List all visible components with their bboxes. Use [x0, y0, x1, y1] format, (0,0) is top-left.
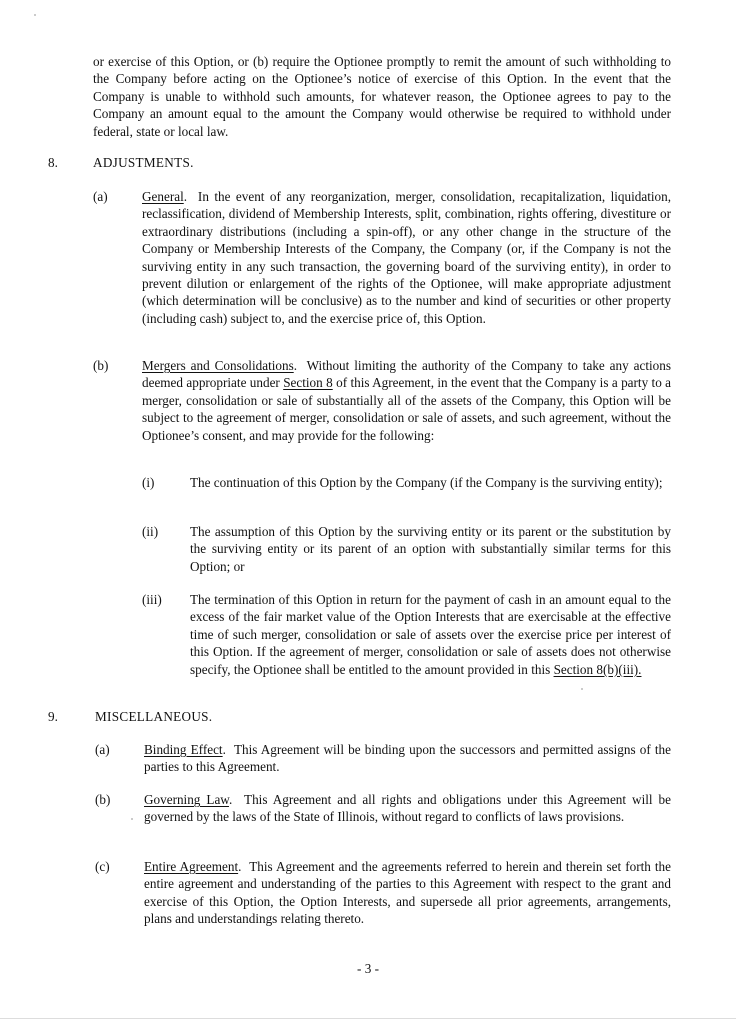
scan-speck — [34, 14, 36, 16]
section-9-heading: MISCELLANEOUS. — [95, 709, 213, 724]
section-9-number: 9. — [48, 709, 58, 724]
section-8a-title: General — [142, 189, 184, 204]
section-8biii-reference: Section 8(b)(iii). — [553, 661, 642, 677]
section-8-reference: Section 8 — [283, 375, 333, 391]
section-8a-label: (a) — [93, 189, 108, 204]
section-8b-iii-paragraph — [190, 591, 671, 678]
section-8-heading: ADJUSTMENTS. — [93, 155, 194, 170]
section-8b-iii-label: (iii) — [142, 592, 162, 607]
section-9a-title: Binding Effect — [144, 742, 223, 757]
section-8b-ii-label: (ii) — [142, 524, 159, 539]
scan-speck — [581, 688, 583, 690]
section-9c-title: Entire Agreement — [144, 859, 239, 874]
section-8b-ii-text: The assumption of this Option by the surviving entity or its parent or the substitution by the surviving entity or its parent of an option with substantially similar terms for this Option; or — [190, 524, 671, 574]
section-8b-i-label: (i) — [142, 475, 155, 490]
section-9b-paragraph: Governing Law. This Agreement and all rights and obligations under this Agreement will be governed by the laws of the State of Illinois, without regard to conflicts of laws provisions. — [144, 792, 671, 825]
section-9c-text: This Agreement and the agreements referred to herein and therein set forth the entire agreement and understanding of the parties to this Agreement with respect to the grant and exercise of this Option, the Option Interests, and supersede all prior agreements, arrangements, plans and understandings relating thereto. — [144, 859, 671, 927]
scan-speck — [131, 818, 133, 820]
section-9b-text: This Agreement and all rights and obligations under this Agreement will be governed by the laws of the State of Illinois, without regard to conflicts of laws provisions. — [144, 792, 671, 825]
section-8b-label: (b) — [93, 358, 109, 373]
scan-edge-line — [0, 1018, 736, 1019]
section-8a-paragraph: General. In the event of any reorganization, merger, consolidation, recapitalization, liquidation, reclassification, dividend of Membership Interests, split, combination, rights offering, divestiture or extraordinary distributions (including a spin-off), or any other change in the structure of the Company or Membership Interests of the Company, the Company (or, if the Company is not the surviving entity in any such transaction, the governing board of the surviving entity), in order to prevent dilution or enlargement of the rights of the Optionee, will make appropriate adjustment (which determination will be conclusive) as to the number and kind of securities or other property (including cash) subject to, and the exercise price of, this Option. — [142, 189, 672, 326]
intro-paragraph: or exercise of this Option, or (b) require the Optionee promptly to remit the amount of such withholding to the Company before acting on the Optionee’s notice of exercise of this Option. In the event that the Company is unable to withhold such amounts, for whatever reason, the Optionee agrees to pay to the Company an amount equal to the amount the Company would otherwise be required to withhold under federal, state or local law. — [93, 54, 671, 139]
section-9b-title: Governing Law — [144, 792, 229, 807]
section-8a-text: In the event of any reorganization, merger, consolidation, recapitalization, liquidation, reclassification, dividend of Membership Interests, split, combination, rights offering, divestiture or extraordinary distributions (including a spin-off), or any other change in the structure of the Company or Membership Interests of the Company, the Company (or, if the Company is not the surviving entity in any such transaction, the governing board of the surviving entity), in order to prevent dilution or enlargement of the rights of the Optionee, will make appropriate adjustment (which determination will be conclusive) as to the number and kind of securities or other property (including cash) subject to, and the exercise price of, this Option. — [142, 189, 672, 326]
section-8b-text-pre: Without limiting the authority of the Company to take any actions deemed appropriate under — [142, 358, 671, 391]
section-8b-text-post: of this Agreement, in the event that the Company is a party to a merger, consolidation or sale of substantially all of the assets of the Company, this Option will be subject to the agreement of merger, consolidation or sale of assets, and such agreement, without the Optionee’s consent, and may provide for the following: — [142, 375, 672, 443]
section-8b-i-text: The continuation of this Option by the Company (if the Company is the surviving entity); — [190, 475, 663, 490]
page-number: - 3 - — [357, 961, 379, 976]
section-9b-label: (b) — [95, 792, 111, 807]
section-8b-title: Mergers and Consolidations — [142, 358, 294, 373]
section-9c-label: (c) — [95, 859, 110, 874]
section-9a-paragraph: Binding Effect. This Agreement will be binding upon the successors and permitted assigns of the parties to this Agreement. — [144, 742, 671, 775]
section-9c-paragraph: Entire Agreement. This Agreement and the agreements referred to herein and therein set forth the entire agreement and understanding of the parties to this Agreement with respect to the grant and exercise of this Option, the Option Interests, and supersede all prior agreements, arrangements, plans and understandings relating thereto. — [144, 859, 671, 927]
section-9a-text: This Agreement will be binding upon the successors and permitted assigns of the parties to this Agreement. — [144, 742, 671, 775]
section-8-number: 8. — [48, 155, 58, 170]
section-8b-iii-text: The termination of this Option in return for the payment of cash in an amount equal to the excess of the fair market value of the Option Interests that are exercisable at the effective time of such merger, consolidation or sale of assets over the exercise price per interest of this Option. If the agreement of merger, consolidation or sale of assets does not otherwise specify, the Optionee shall be entitled to the amount provided in this — [190, 592, 671, 677]
section-8b-paragraph: Mergers and Consolidations. Without limiting the authority of the Company to take any actions deemed appropriate under Section 8 of this Agreement, in the event that the Company is a party to a merger, consolidation or sale of substantially all of the assets of the Company, this Option will be subject to the agreement of merger, consolidation or sale of assets, and such agreement, without the Optionee’s consent, and may provide for the following: — [142, 358, 672, 443]
section-9a-label: (a) — [95, 742, 110, 757]
